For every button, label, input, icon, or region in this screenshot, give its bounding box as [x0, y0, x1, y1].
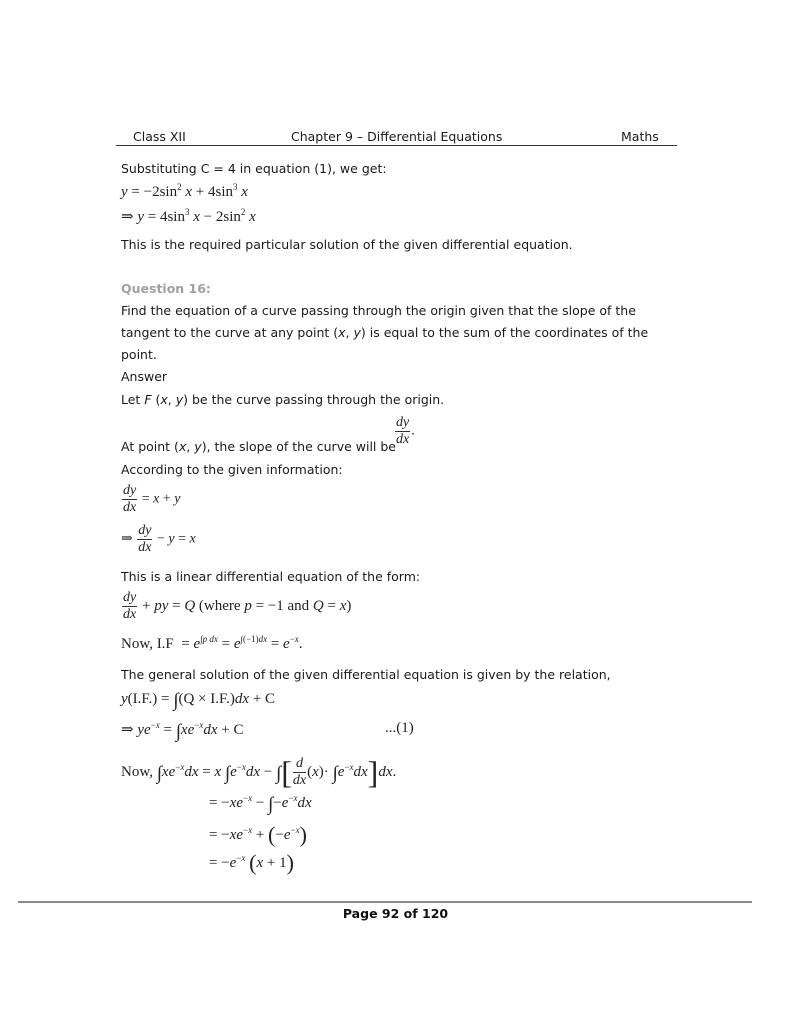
- linear-form-text: This is a linear differential equation of the form:: [121, 569, 421, 584]
- given-info: According to the given information:: [121, 462, 343, 477]
- header-divider: [116, 145, 677, 146]
- intro-text: Substituting C = 4 in equation (1), we get:: [121, 161, 387, 176]
- equation-3: $\frac{dy}{dx}$ + py = Q (where p = −1 and Q = x): [123, 590, 352, 622]
- equation-b: ⇒ $y = 4\sin^3$ $x - 2\sin^2$ x: [121, 207, 256, 225]
- equation-4: Now, $I.F = e^{\int p dx} = e^{\int(-1)dx} = e^{-x}$.: [121, 634, 303, 652]
- equation-8: = $-xe^{-x} - \int-e^{-x}dx$: [209, 793, 312, 815]
- equation-a: $y = -2\sin^2$ $x + 4\sin^3$ x: [121, 182, 248, 200]
- equation-5: y(I.F.) = ∫(Q × I.F.)dx + C: [121, 690, 276, 711]
- equation-6-tag: ...(1): [385, 720, 414, 736]
- equation-9: = $-xe^{-x} + (-e^{-x})$: [209, 822, 307, 847]
- footer-divider: [18, 901, 752, 903]
- question-text-line-2: tangent to the curve at any point (x, y) is equal to the sum of the coordinates of the: [121, 325, 649, 340]
- equation-2: ⇒ $\frac{dy}{dx}$ − y = x: [121, 523, 196, 555]
- header-class: Class XII: [133, 129, 186, 144]
- equation-6: ⇒ $ye^{-x} = \int xe^{-x}dx + C$: [121, 720, 244, 742]
- header-subject: Maths: [621, 129, 659, 144]
- general-solution-text: The general solution of the given differential equation is given by the relation,: [121, 667, 611, 682]
- slope-line: At point (x, y), the slope of the curve will be: [121, 439, 396, 454]
- equation-10: = $-e^{-x}$ (x + 1): [209, 850, 294, 875]
- question-text-line-1: Find the equation of a curve passing through the origin given that the slope of the: [121, 303, 636, 318]
- header-chapter: Chapter 9 – Differential Equations: [291, 129, 503, 144]
- slope-fraction: $\frac{dy}{dx}$ .: [396, 415, 415, 447]
- answer-label: Answer: [121, 369, 168, 384]
- question-text-line-3: point.: [121, 347, 157, 362]
- equation-7: Now, $\int xe^{-x}dx = x$ $\int e^{-x}dx$ − ∫[ $\frac{d}{dx}$ $(x)\cdot \int e^{-x}dx]dx$.: [121, 754, 397, 790]
- page-number: Page 92 of 120: [342, 906, 449, 921]
- equation-1: $\frac{dy}{dx}$ = x + y: [123, 483, 181, 515]
- let-line: Let F (x, y) be the curve passing through the origin.: [121, 392, 445, 407]
- question-label: Question 16:: [121, 281, 211, 296]
- conclusion-text: This is the required particular solution of the given differential equation.: [121, 237, 573, 252]
